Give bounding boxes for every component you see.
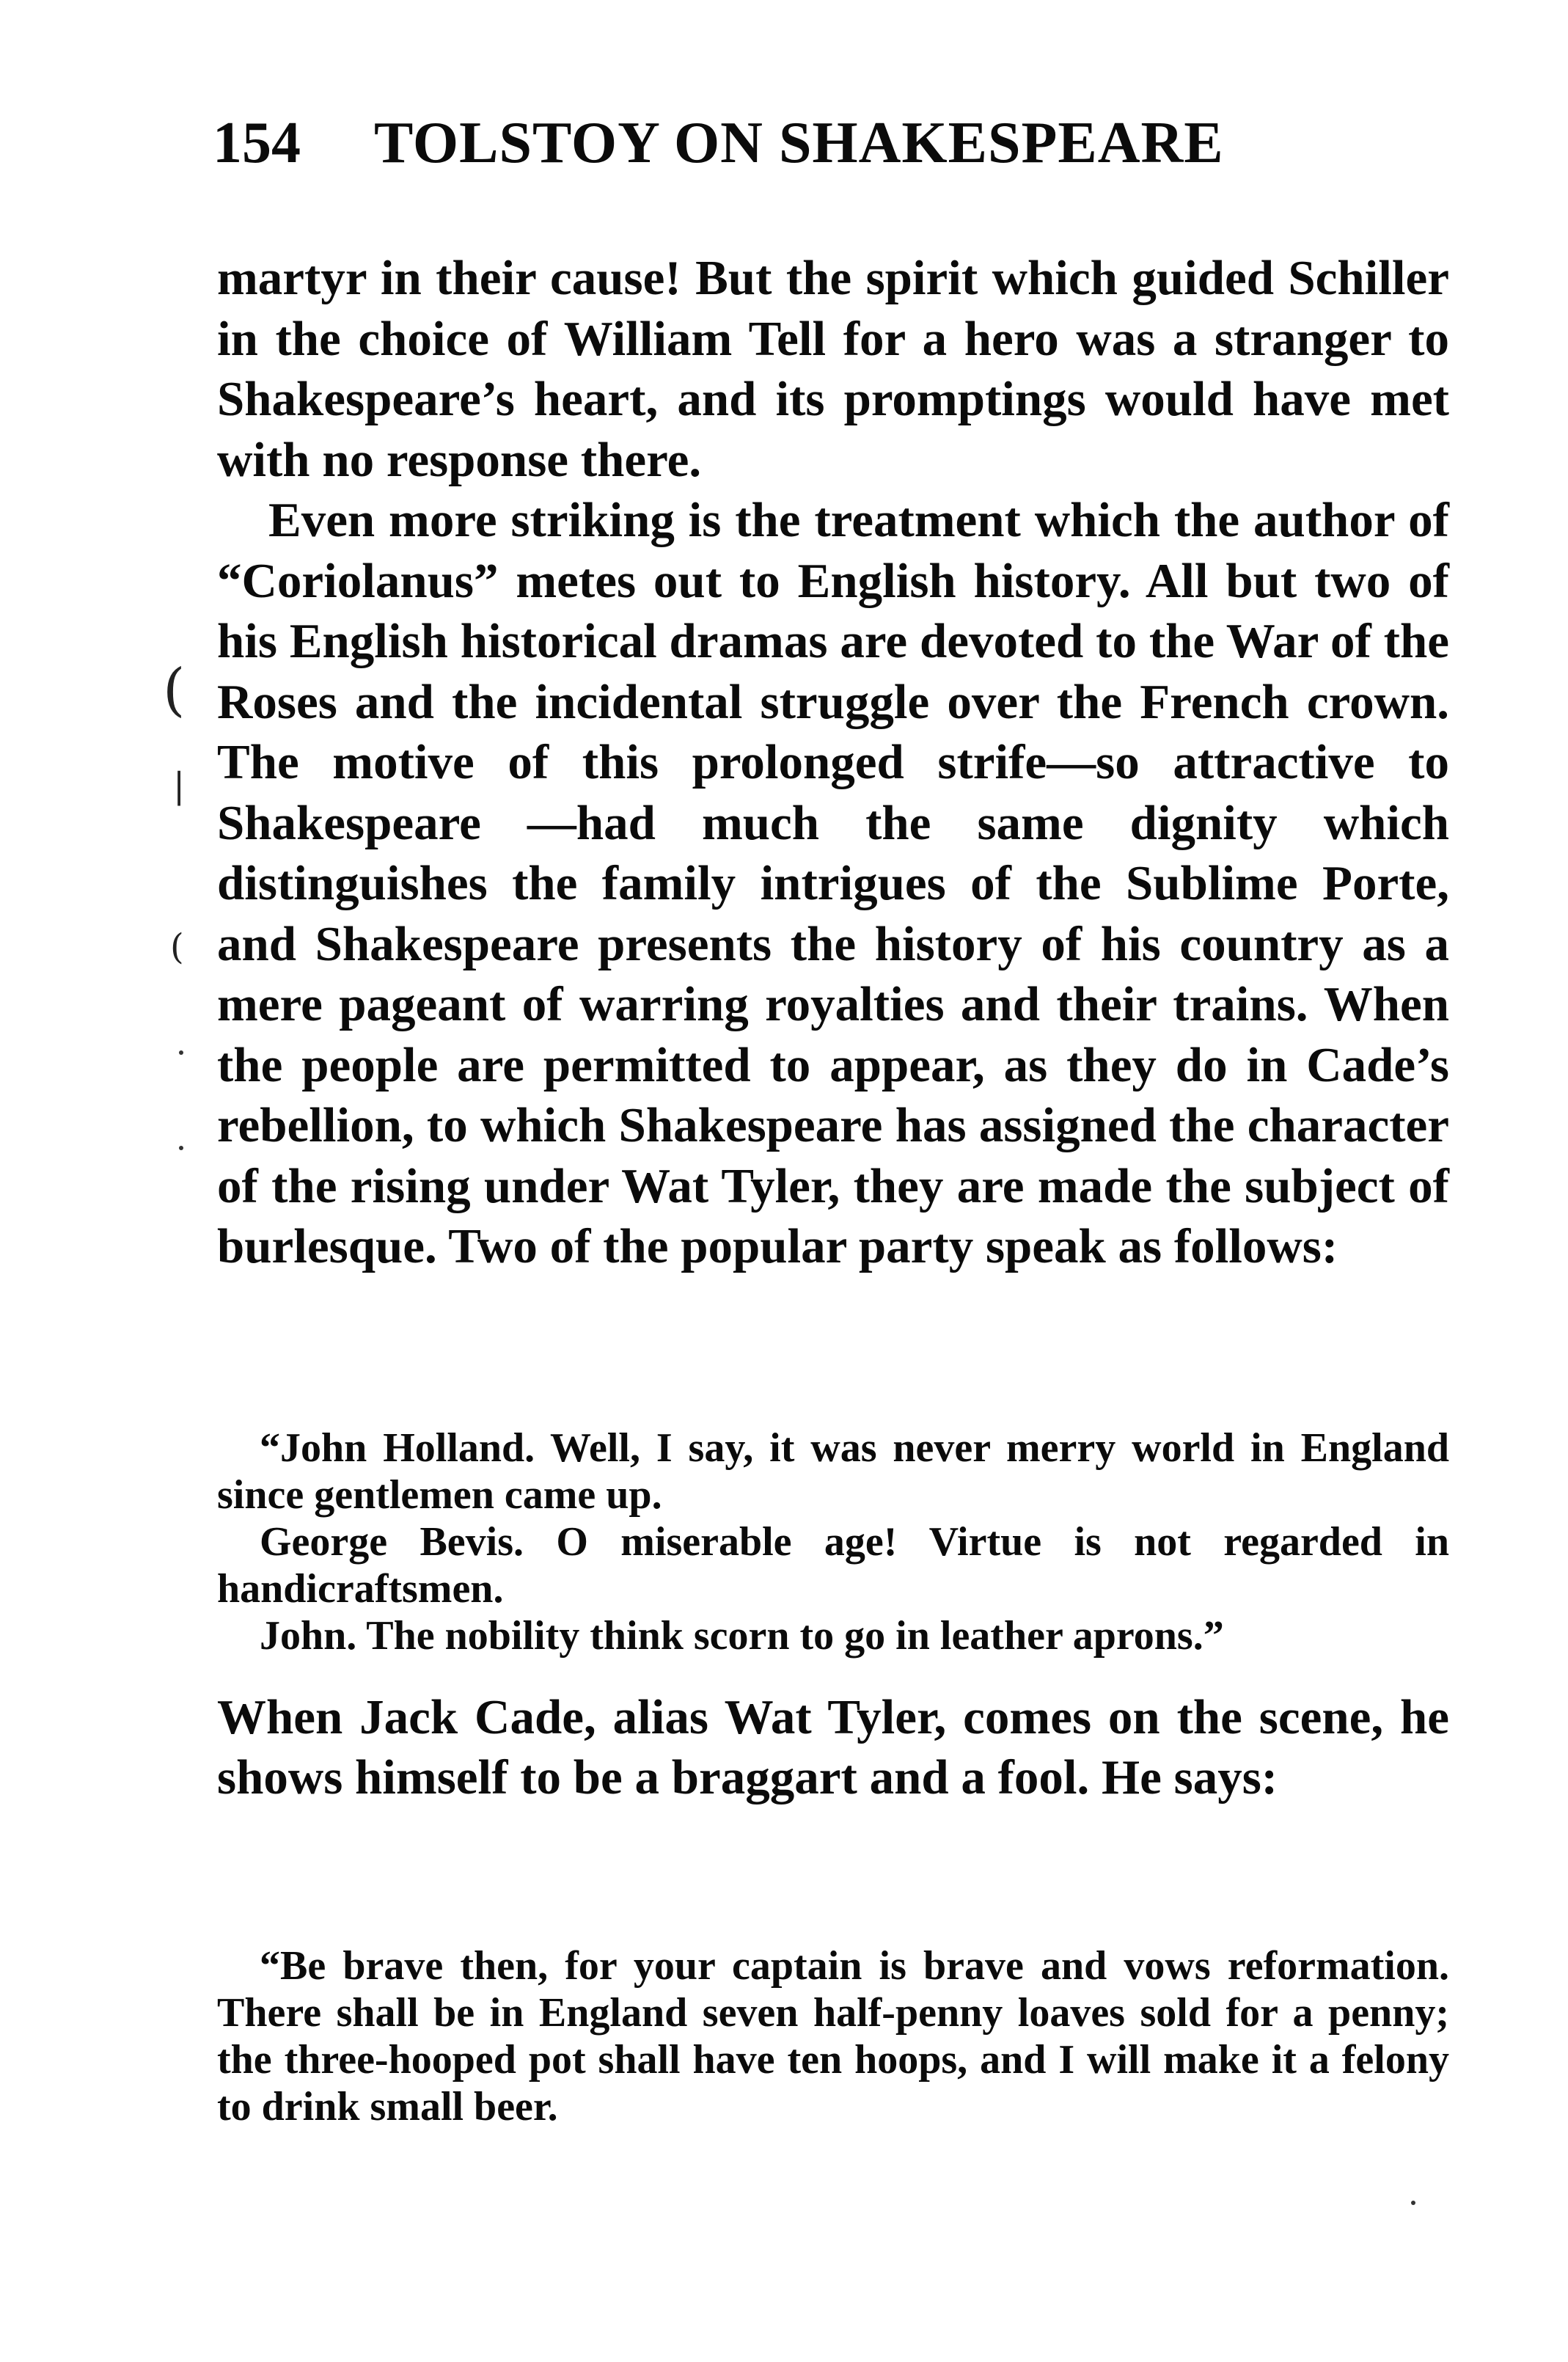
- margin-dot: [179, 1146, 183, 1150]
- quote-line-john: John. The nobility think scorn to go in leather aprons.”: [260, 1613, 1224, 1659]
- page-speck: [1411, 2201, 1415, 2205]
- page-header: [213, 110, 1459, 176]
- margin-dot: [179, 1050, 183, 1055]
- main-text: [217, 248, 1449, 1277]
- quote-line-john-holland: “John Holland. Well, I say, it was never merry world in England since gentlemen came up.: [217, 1425, 1449, 1518]
- margin-bracket-mark: (: [163, 657, 186, 723]
- page-number: 154: [213, 111, 301, 175]
- paragraph-jack-cade: When Jack Cade, alias Wat Tyler, comes on the scene, he shows himself to be a braggart and a fool. He says:: [217, 1690, 1449, 1805]
- margin-bar-mark: |: [173, 765, 186, 806]
- paragraph-jack-cade-block: [217, 1687, 1449, 1807]
- margin-bracket-mark: (: [170, 926, 184, 968]
- paragraph-english-history: Even more striking is the treatment which the author of “Coriolanus” metes out to English history. All but two of his English historical dramas are devoted to the War of the Roses and the incidental struggle over the French crown. The motive of this prolonged strife—so attractive to Shakespeare —had much the same dignity which distinguishes the family intrigues of the Sublime Porte, and Shakespeare presents the history of his country as a mere pageant of warring royalties and their trains. When the people are permitted to appear, as they do in Cade’s rebellion, to which Shakespeare has assigned the character of the rising under Wat Tyler, they are made the subject of burlesque. Two of the popular party speak as follows:: [217, 493, 1449, 1273]
- quote-cade-speech: “Be brave then, for your captain is brave and vows reformation. There shall be in England seven half-penny loaves sold for a penny; the three-hooped pot shall have ten hoops, and I will make it a felony to drink small beer.: [217, 1943, 1449, 2129]
- paragraph-continuation: martyr in their cause! But the spirit which guided Schiller in the choice of William Tell for a hero was a stranger to Shakespeare’s heart, and its promptings would have met with no response there.: [217, 251, 1449, 487]
- block-quote-cade: [217, 1942, 1449, 2130]
- running-title: TOLSTOY ON SHAKESPEARE: [374, 111, 1224, 175]
- block-quote-dialogue: [217, 1425, 1449, 1659]
- quote-line-george-bevis: George Bevis. O miserable age! Virtue is not regarded in handicraftsmen.: [217, 1519, 1449, 1612]
